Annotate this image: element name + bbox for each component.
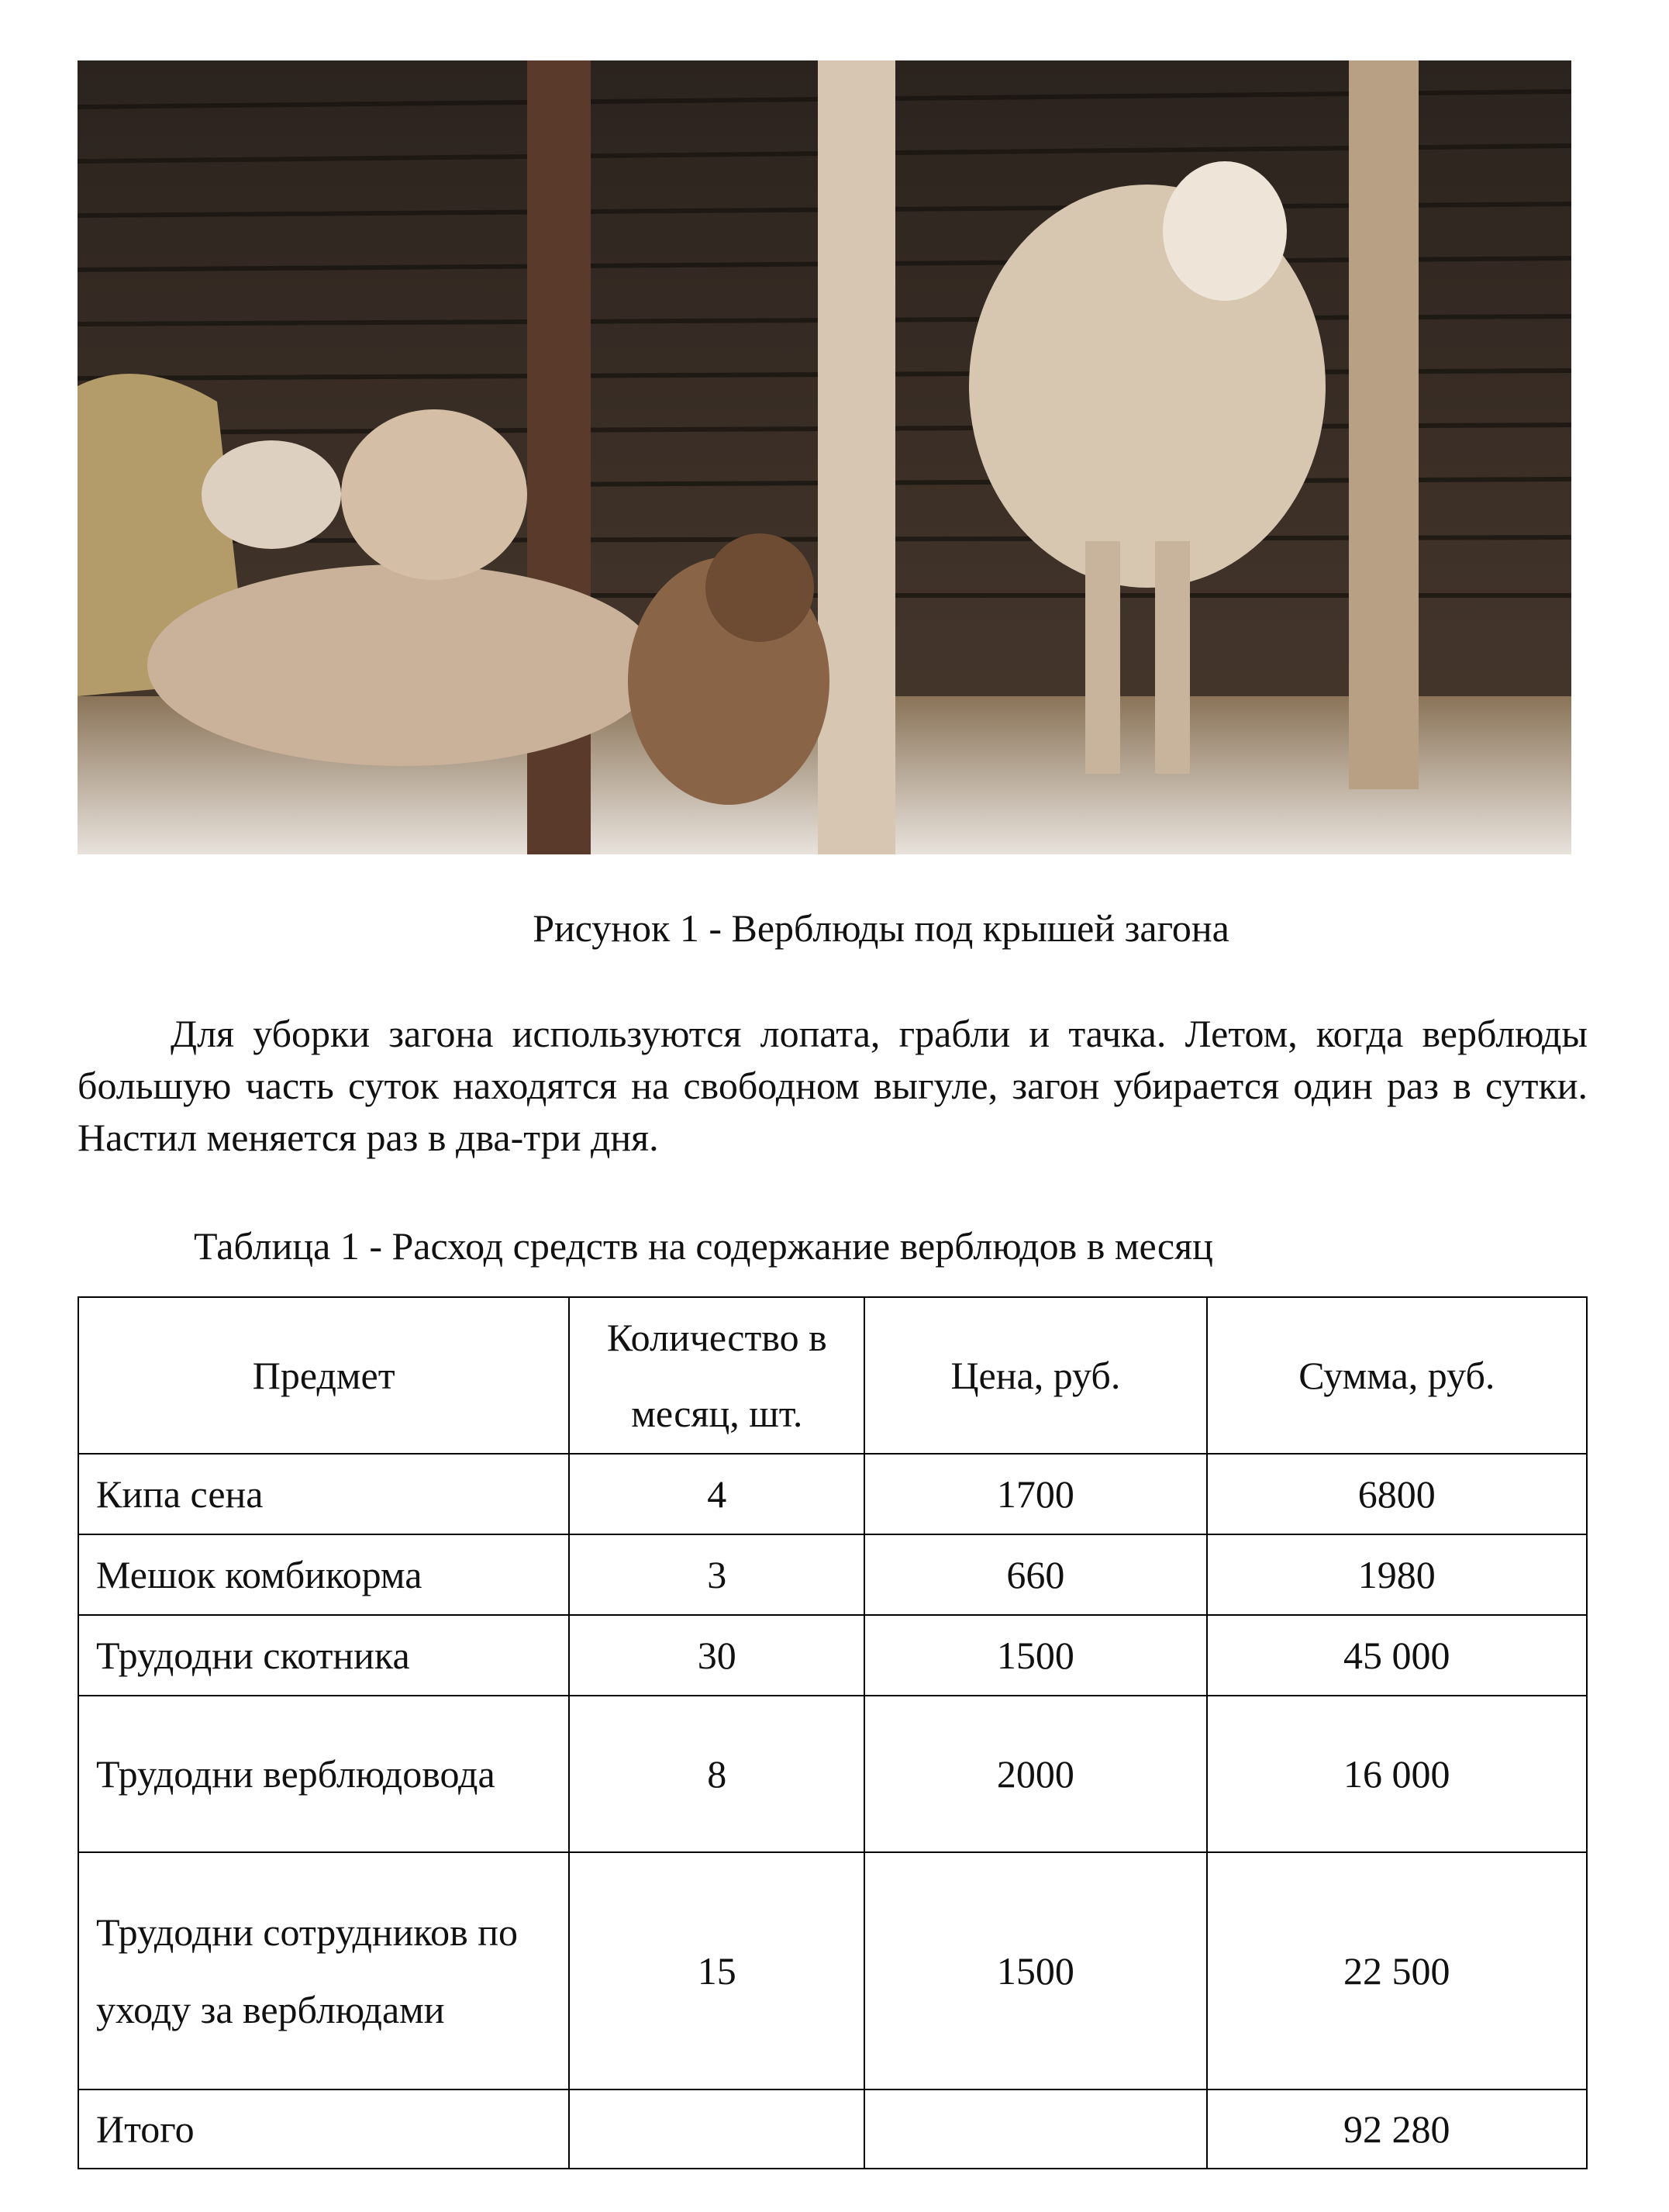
cell-item: Кипа сена: [78, 1454, 569, 1534]
cell-sum: 16 000: [1207, 1696, 1587, 1852]
cell-item: Трудодни верблюдовода: [78, 1696, 569, 1852]
cell-sum: 45 000: [1207, 1615, 1587, 1696]
header-price: Цена, руб.: [864, 1297, 1206, 1454]
cell-item: Итого: [78, 2089, 569, 2169]
cell-sum: 92 280: [1207, 2089, 1587, 2169]
cell-price: [864, 2089, 1206, 2169]
header-item: Предмет: [78, 1297, 569, 1454]
cell-price: 1500: [864, 1852, 1206, 2089]
table-row: [78, 1852, 1587, 2089]
figure-caption: Рисунок 1 - Верблюды под крышей загона: [533, 906, 1229, 950]
table-row: [78, 1454, 1587, 1534]
cost-table: [78, 1296, 1588, 2169]
cell-sum: 1980: [1207, 1534, 1587, 1615]
table-row: [78, 1534, 1587, 1615]
cell-price: 1700: [864, 1454, 1206, 1534]
table-row: [78, 1696, 1587, 1852]
cell-price: 2000: [864, 1696, 1206, 1852]
header-sum: Сумма, руб.: [1207, 1297, 1587, 1454]
cell-sum: 22 500: [1207, 1852, 1587, 2089]
camels-photo: [78, 60, 1571, 854]
cell-price: 1500: [864, 1615, 1206, 1696]
cell-quantity: 30: [569, 1615, 864, 1696]
cell-quantity: 8: [569, 1696, 864, 1852]
cell-quantity: [569, 2089, 864, 2169]
table-total-row: [78, 2089, 1587, 2169]
cell-price: 660: [864, 1534, 1206, 1615]
table-title: Таблица 1 - Расход средств на содержание верблюдов в месяц: [194, 1224, 1213, 1268]
cell-sum: 6800: [1207, 1454, 1587, 1534]
camels-photo-illustration: [78, 60, 1571, 854]
cell-quantity: 15: [569, 1852, 864, 2089]
cell-item: Трудодни сотрудников по уходу за верблюдами: [78, 1852, 569, 2089]
cell-item: Мешок комбикорма: [78, 1534, 569, 1615]
header-quantity: Количество в месяц, шт.: [569, 1297, 864, 1454]
table-header-row: [78, 1297, 1587, 1454]
body-paragraph: Для уборки загона используются лопата, грабли и тачка. Летом, когда верблюды большую часть суток находятся на свободном выгуле, загон убирается один раз в сутки. Настил меняется раз в два-три дня.: [78, 1012, 1588, 1159]
cell-item: Трудодни скотника: [78, 1615, 569, 1696]
table-row: [78, 1615, 1587, 1696]
cell-quantity: 4: [569, 1454, 864, 1534]
cell-quantity: 3: [569, 1534, 864, 1615]
